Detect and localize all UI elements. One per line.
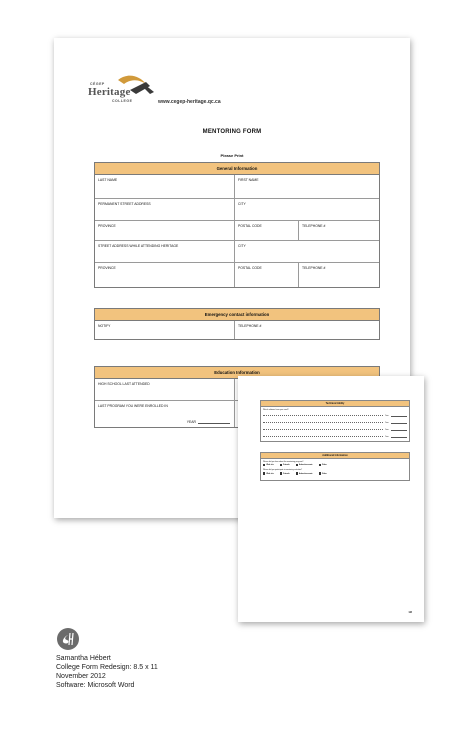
checkbox[interactable] xyxy=(263,472,265,474)
option-friends[interactable] xyxy=(280,472,290,474)
emergency-contact-section xyxy=(94,308,380,340)
technical-ability-heading: Technical Ability xyxy=(261,401,409,407)
software-row xyxy=(263,418,407,424)
logo-cegep-text: CÉGEP xyxy=(90,82,105,86)
logo-heritage-text: Heritage xyxy=(88,86,131,98)
portfolio-caption xyxy=(56,654,158,690)
form-row xyxy=(95,263,379,287)
option-other[interactable] xyxy=(319,472,327,474)
software-prompt: Which software have you used? xyxy=(263,409,289,411)
option-label: Other xyxy=(321,464,327,467)
option-advertisements[interactable] xyxy=(296,464,313,466)
checkbox[interactable] xyxy=(280,464,282,466)
permanent-city-field[interactable]: CITY xyxy=(238,202,246,206)
software-line[interactable] xyxy=(263,433,383,437)
option-label: Web site xyxy=(266,472,274,475)
heritage-address-field[interactable]: STREET ADDRESS WHILE ATTENDING HERITAGE xyxy=(95,241,235,262)
emergency-telephone-field[interactable]: TELEPHONE # xyxy=(238,324,262,328)
province-field-2[interactable]: PROVINCE xyxy=(95,263,235,287)
last-name-field[interactable]: LAST NAME xyxy=(95,175,235,198)
software-row xyxy=(263,411,407,417)
checkbox[interactable] xyxy=(263,464,265,466)
checkbox[interactable] xyxy=(319,464,321,466)
please-print-note: Please Print xyxy=(220,153,244,158)
page-number: 1/2 xyxy=(408,611,412,614)
option-label: Advertisements xyxy=(299,472,313,475)
year-field[interactable] xyxy=(187,420,230,424)
form-page-back xyxy=(238,376,424,622)
telephone-field[interactable]: TELEPHONE # xyxy=(302,224,326,228)
last-program-field[interactable] xyxy=(95,401,235,427)
additional-information-heading: Additional Information xyxy=(261,453,409,459)
form-row xyxy=(95,175,379,199)
software-line[interactable] xyxy=(263,419,383,423)
project-description: College Form Redesign: 8.5 x 11 xyxy=(56,664,158,671)
general-information-heading: General Information xyxy=(95,163,379,175)
year-line[interactable] xyxy=(391,416,407,417)
option-label: Web site xyxy=(266,464,274,467)
high-school-field[interactable]: HIGH SCHOOL LAST ATTENDED xyxy=(95,379,235,400)
year-line[interactable] xyxy=(391,430,407,431)
form-row xyxy=(95,221,379,241)
first-name-field[interactable]: FIRST NAME xyxy=(238,178,259,182)
checkbox[interactable] xyxy=(296,472,298,474)
heritage-city-field[interactable]: CITY xyxy=(238,244,246,248)
general-information-section xyxy=(94,162,380,288)
form-row xyxy=(95,241,379,263)
year-label: YEAR xyxy=(186,420,196,424)
province-field[interactable]: PROVINCE xyxy=(95,221,235,240)
telephone-field-2[interactable]: TELEPHONE # xyxy=(302,266,326,270)
hear-about-question: Where did you hear about the mentoring program? xyxy=(263,461,304,463)
option-label: Other xyxy=(321,472,327,475)
option-web-site[interactable] xyxy=(263,464,274,466)
option-other[interactable] xyxy=(319,464,327,466)
form-row xyxy=(95,321,379,339)
participate-options xyxy=(263,472,407,474)
college-url: www.cegep-heritage.qc.ca xyxy=(158,99,221,105)
project-date: November 2012 xyxy=(56,673,106,680)
form-title: MENTORING FORM xyxy=(202,129,262,135)
software-line[interactable] xyxy=(263,426,383,430)
last-program-label: LAST PROGRAM YOU WERE ENROLLED IN xyxy=(98,404,168,408)
software-row xyxy=(263,425,407,431)
permanent-address-field[interactable]: PERMANENT STREET ADDRESS xyxy=(95,199,235,220)
year-label: Year xyxy=(385,422,389,424)
technical-ability-section xyxy=(260,400,410,442)
postal-code-field[interactable]: POSTAL CODE xyxy=(235,221,299,240)
year-line[interactable] xyxy=(391,437,407,438)
option-web-site[interactable] xyxy=(263,472,274,474)
software-used: Software: Microsoft Word xyxy=(56,682,135,689)
checkbox[interactable] xyxy=(319,472,321,474)
education-information-heading: Education Information xyxy=(95,367,379,379)
checkbox[interactable] xyxy=(296,464,298,466)
emergency-contact-heading: Emergency contact information xyxy=(95,309,379,321)
year-label: Year xyxy=(385,429,389,431)
logo-college-text: COLLEGE xyxy=(112,99,133,103)
additional-information-section xyxy=(260,452,410,481)
option-friends[interactable] xyxy=(280,464,290,466)
hear-about-options xyxy=(263,464,407,466)
form-row xyxy=(95,199,379,221)
option-label: Friends xyxy=(283,464,290,467)
postal-code-field-2[interactable]: POSTAL CODE xyxy=(235,263,299,287)
checkbox[interactable] xyxy=(280,472,282,474)
signature-monogram-icon xyxy=(56,627,80,651)
year-label: Year xyxy=(385,415,389,417)
notify-field[interactable]: NOTIFY xyxy=(95,321,235,339)
year-label: Year xyxy=(385,436,389,438)
college-logo xyxy=(88,74,158,110)
option-label: Friends xyxy=(283,472,290,475)
option-label: Advertisements xyxy=(299,464,313,467)
software-row xyxy=(263,432,407,438)
year-line xyxy=(198,423,230,424)
designer-name: Samantha Hébert xyxy=(56,655,111,662)
option-advertisements[interactable] xyxy=(296,472,313,474)
software-line[interactable] xyxy=(263,412,383,416)
year-line[interactable] xyxy=(391,423,407,424)
participate-question: Where did you participate in mentoring activities? xyxy=(263,469,303,472)
